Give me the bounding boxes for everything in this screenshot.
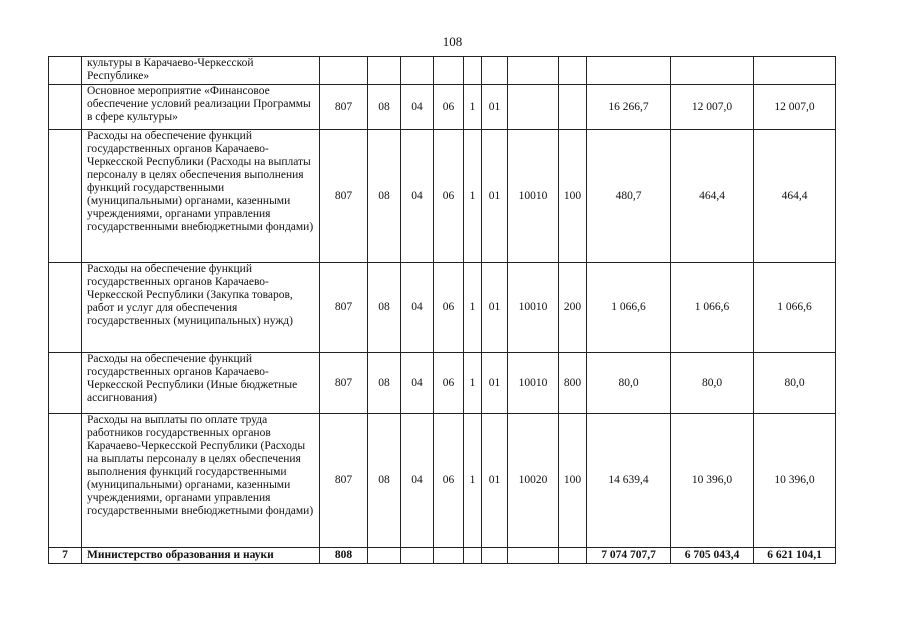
code-ministry: 807 (320, 353, 368, 414)
code-program (434, 548, 464, 564)
code-expense-type (559, 57, 587, 85)
row-name: Основное мероприятие «Финансовое обеспечение условий реализации Программы в сфере культуры» (82, 85, 320, 130)
code-subsection: 04 (401, 130, 434, 263)
code-program: 06 (434, 353, 464, 414)
code-ministry: 808 (320, 548, 368, 564)
code-program: 06 (434, 130, 464, 263)
row-index (49, 414, 82, 548)
code-ministry: 807 (320, 414, 368, 548)
code-ministry: 807 (320, 263, 368, 353)
code-program (434, 57, 464, 85)
code-expense-type (559, 85, 587, 130)
amount-year-1: 16 266,7 (587, 85, 671, 130)
row-name: Расходы на обеспечение функций государственных органов Карачаево-Черкесской Республики (Иные бюджетные ассигнования) (82, 353, 320, 414)
table-body (49, 57, 836, 564)
code-section: 08 (368, 85, 401, 130)
table-row (49, 548, 836, 564)
code-subsection: 04 (401, 353, 434, 414)
budget-table (48, 56, 836, 564)
code-event (482, 57, 508, 85)
code-subsection: 04 (401, 263, 434, 353)
code-expense-type (559, 548, 587, 564)
row-name: Министерство образования и науки (82, 548, 320, 564)
amount-year-3: 464,4 (754, 130, 836, 263)
code-expense-type: 100 (559, 130, 587, 263)
table-row (49, 130, 836, 263)
code-ministry (320, 57, 368, 85)
row-index: 7 (49, 548, 82, 564)
amount-year-1 (587, 57, 671, 85)
code-event (482, 548, 508, 564)
code-section: 08 (368, 263, 401, 353)
amount-year-1: 480,7 (587, 130, 671, 263)
row-index (49, 353, 82, 414)
code-direction: 10010 (508, 130, 559, 263)
code-subsection (401, 548, 434, 564)
code-subprogram: 1 (464, 130, 482, 263)
amount-year-3 (754, 57, 836, 85)
amount-year-3: 6 621 104,1 (754, 548, 836, 564)
code-subprogram: 1 (464, 414, 482, 548)
table-row (49, 263, 836, 353)
row-name: культуры в Карачаево-Черкесской Республике» (82, 57, 320, 85)
code-direction (508, 57, 559, 85)
code-subprogram: 1 (464, 353, 482, 414)
amount-year-1: 1 066,6 (587, 263, 671, 353)
code-section (368, 57, 401, 85)
row-name: Расходы на обеспечение функций государственных органов Карачаево-Черкесской Республики (Расходы на выплаты персоналу в целях обеспечения выполнения функций государственными (муниципальными) органами, казенными учреждениями, органами управления государственными внебюджетными фондами) (82, 130, 320, 263)
code-direction: 10020 (508, 414, 559, 548)
amount-year-1: 80,0 (587, 353, 671, 414)
amount-year-2: 12 007,0 (671, 85, 754, 130)
code-event: 01 (482, 85, 508, 130)
row-name: Расходы на обеспечение функций государственных органов Карачаево-Черкесской Республики (Закупка товаров, работ и услуг для обеспечения государственных (муниципальных) нужд) (82, 263, 320, 353)
amount-year-3: 1 066,6 (754, 263, 836, 353)
code-subsection: 04 (401, 85, 434, 130)
row-index (49, 85, 82, 130)
code-event: 01 (482, 263, 508, 353)
row-index (49, 57, 82, 85)
code-section: 08 (368, 414, 401, 548)
code-section: 08 (368, 353, 401, 414)
table-row (49, 353, 836, 414)
code-expense-type: 100 (559, 414, 587, 548)
code-expense-type: 800 (559, 353, 587, 414)
code-ministry: 807 (320, 130, 368, 263)
amount-year-1: 14 639,4 (587, 414, 671, 548)
code-expense-type: 200 (559, 263, 587, 353)
code-subsection: 04 (401, 414, 434, 548)
table-row (49, 57, 836, 85)
table-row (49, 85, 836, 130)
code-program: 06 (434, 263, 464, 353)
code-subprogram (464, 548, 482, 564)
table-row (49, 414, 836, 548)
amount-year-2: 6 705 043,4 (671, 548, 754, 564)
code-program: 06 (434, 85, 464, 130)
code-section (368, 548, 401, 564)
code-subprogram: 1 (464, 263, 482, 353)
code-direction: 10010 (508, 263, 559, 353)
amount-year-2: 464,4 (671, 130, 754, 263)
row-index (49, 130, 82, 263)
amount-year-2 (671, 57, 754, 85)
amount-year-2: 10 396,0 (671, 414, 754, 548)
code-direction (508, 85, 559, 130)
code-event: 01 (482, 353, 508, 414)
code-program: 06 (434, 414, 464, 548)
code-event: 01 (482, 130, 508, 263)
code-subprogram: 1 (464, 85, 482, 130)
amount-year-2: 80,0 (671, 353, 754, 414)
code-event: 01 (482, 414, 508, 548)
amount-year-1: 7 074 707,7 (587, 548, 671, 564)
page-number: 108 (442, 34, 463, 49)
code-section: 08 (368, 130, 401, 263)
amount-year-3: 80,0 (754, 353, 836, 414)
code-direction: 10010 (508, 353, 559, 414)
code-subprogram (464, 57, 482, 85)
amount-year-3: 12 007,0 (754, 85, 836, 130)
row-name: Расходы на выплаты по оплате труда работников государственных органов Карачаево-Черкесской Республики (Расходы на выплаты персоналу в целях обеспечения выполнения функций государственными (муниципальными) органами, казенными учреждениями, органами управления государственными внебюджетными фондами) (82, 414, 320, 548)
code-direction (508, 548, 559, 564)
code-ministry: 807 (320, 85, 368, 130)
amount-year-2: 1 066,6 (671, 263, 754, 353)
row-index (49, 263, 82, 353)
amount-year-3: 10 396,0 (754, 414, 836, 548)
code-subsection (401, 57, 434, 85)
